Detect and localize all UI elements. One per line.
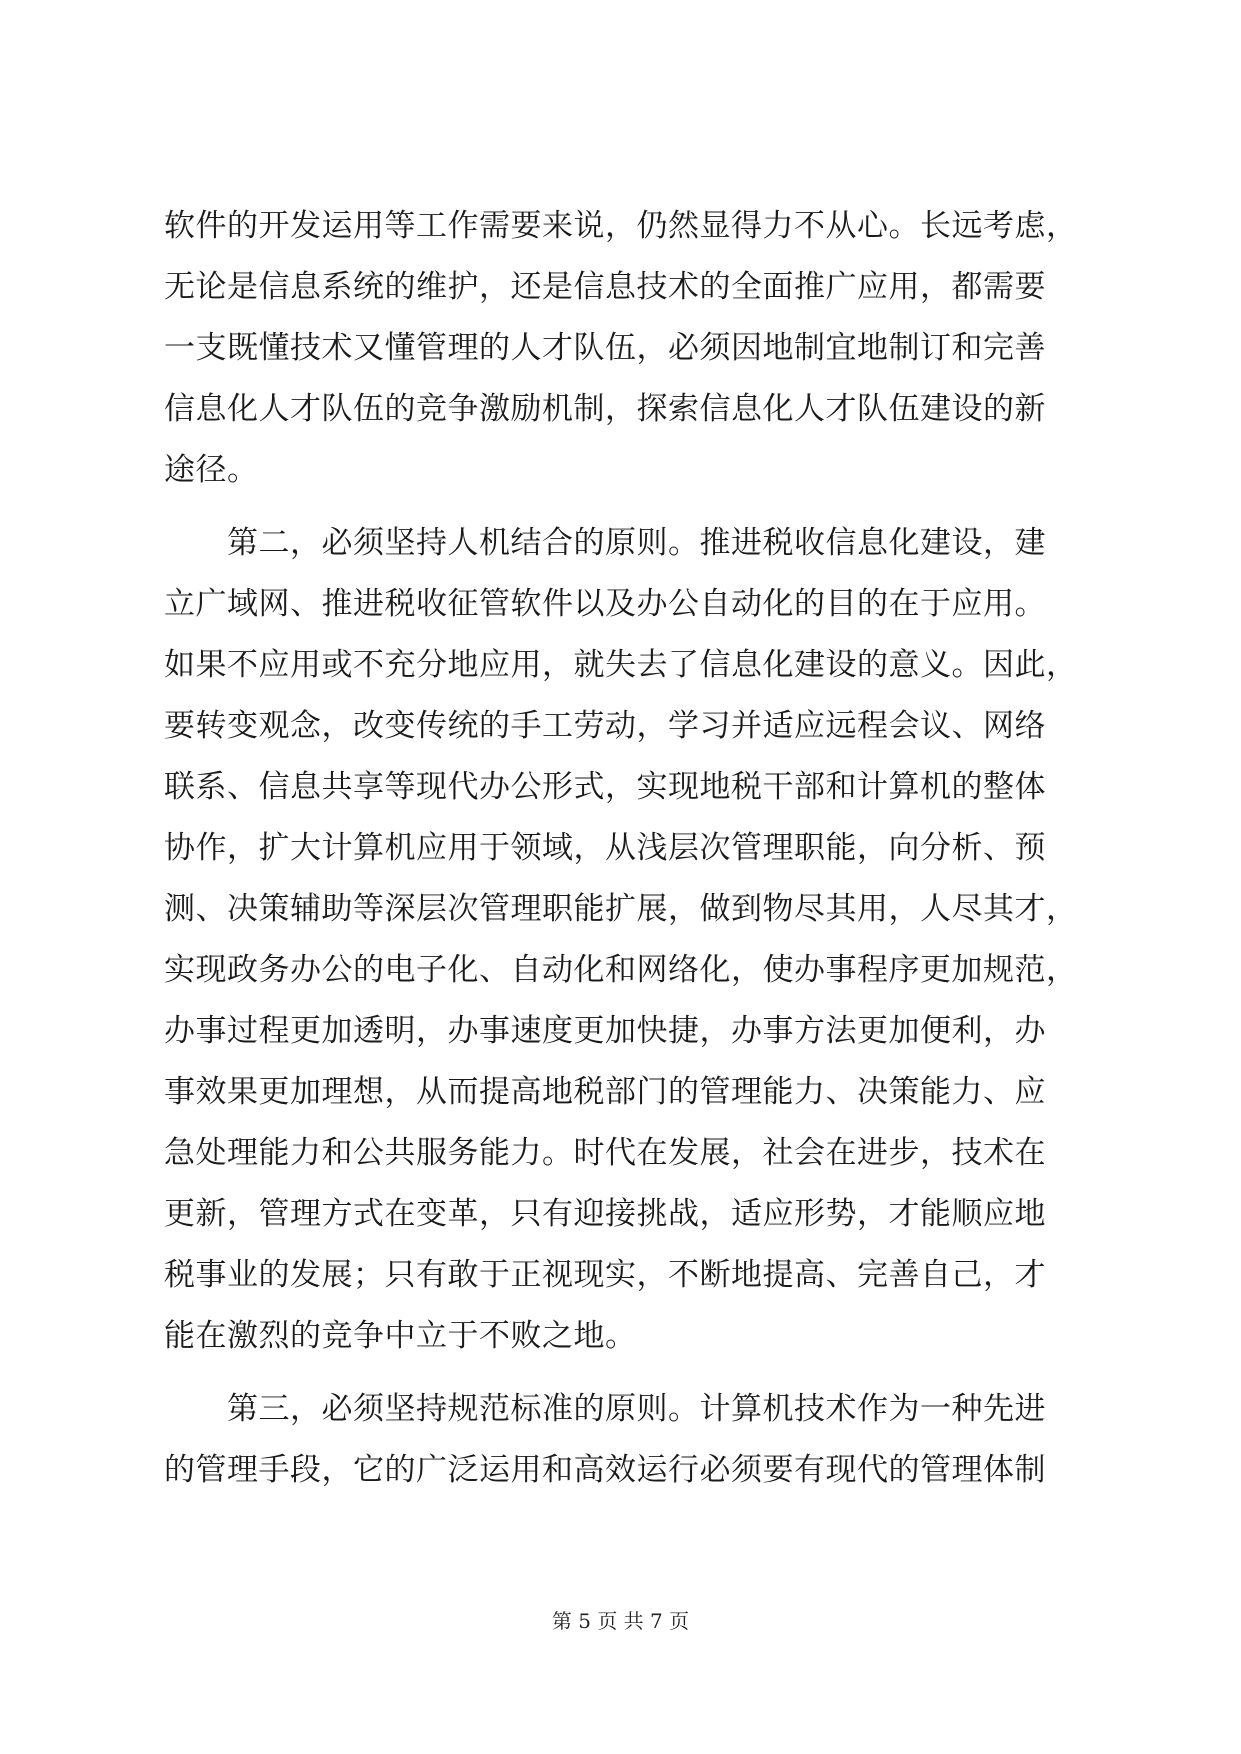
text-line: 第三，必须坚持规范标准的原则。计算机技术作为一种先进 <box>164 1391 1046 1427</box>
text-line: 信息化人才队伍的竞争激励机制，探索信息化人才队伍建设的新 <box>164 391 1046 427</box>
page-number-label: 第 5 页 共 7 页 <box>551 1609 690 1633</box>
text-line: 软件的开发运用等工作需要来说，仍然显得力不从心。长远考虑， <box>164 208 1078 244</box>
text-line: 急处理能力和公共服务能力。时代在发展，社会在进步，技术在 <box>164 1135 1046 1171</box>
text-line: 要转变观念，改变传统的手工劳动，学习并适应远程会议、网络 <box>164 708 1046 744</box>
text-line: 联系、信息共享等现代办公形式，实现地税干部和计算机的整体 <box>164 769 1046 805</box>
paragraph-3 <box>164 1379 1084 1501</box>
document-body <box>164 196 1084 1501</box>
text-line: 实现政务办公的电子化、自动化和网络化，使办事程序更加规范， <box>164 952 1078 988</box>
text-line: 事效果更加理想，从而提高地税部门的管理能力、决策能力、应 <box>164 1074 1046 1110</box>
text-line: 无论是信息系统的维护，还是信息技术的全面推广应用，都需要 <box>164 269 1046 305</box>
paragraph-1 <box>164 196 1084 501</box>
text-line: 更新，管理方式在变革，只有迎接挑战，适应形势，才能顺应地 <box>164 1196 1046 1232</box>
text-line: 立广域网、推进税收征管软件以及办公自动化的目的在于应用。 <box>164 586 1046 622</box>
text-line: 能在激烈的竞争中立于不败之地。 <box>164 1318 637 1354</box>
text-line: 途径。 <box>164 452 259 488</box>
text-line: 测、决策辅助等深层次管理职能扩展，做到物尽其用，人尽其才， <box>164 891 1078 927</box>
text-line: 办事过程更加透明，办事速度更加快捷，办事方法更加便利，办 <box>164 1013 1046 1049</box>
text-line: 协作，扩大计算机应用于领域，从浅层次管理职能，向分析、预 <box>164 830 1046 866</box>
text-line: 的管理手段，它的广泛运用和高效运行必须要有现代的管理体制 <box>164 1452 1046 1488</box>
text-line: 第二，必须坚持人机结合的原则。推进税收信息化建设，建 <box>164 525 1046 561</box>
text-line: 税事业的发展；只有敢于正视现实，不断地提高、完善自己，才 <box>164 1257 1046 1293</box>
text-line: 如果不应用或不充分地应用，就失去了信息化建设的意义。因此， <box>164 647 1078 683</box>
page-footer <box>0 1606 1241 1636</box>
paragraph-2 <box>164 513 1084 1367</box>
text-line: 一支既懂技术又懂管理的人才队伍，必须因地制宜地制订和完善 <box>164 330 1046 366</box>
